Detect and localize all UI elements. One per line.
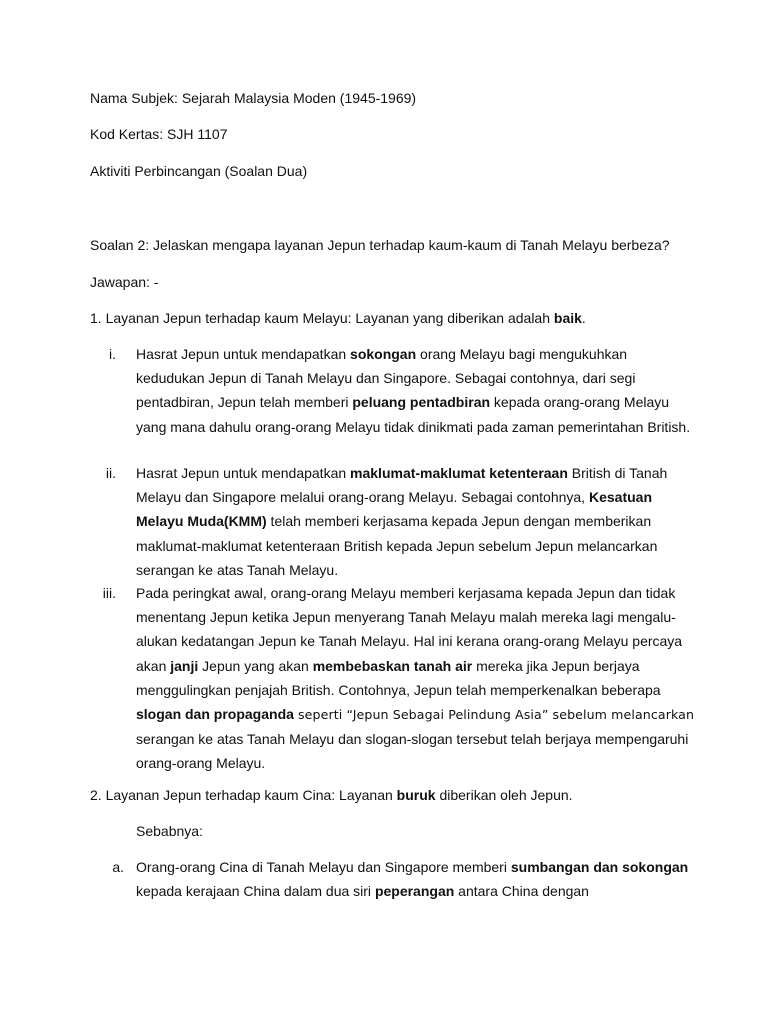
item-ii-text-2: British di Tanah Melayu dan Singapore melalui orang-orang Melayu. Sebagai contohnya,	[136, 465, 668, 506]
item-a-text-1: Orang-orang Cina di Tanah Melayu dan Singapore memberi	[136, 859, 511, 875]
item-a-bold-1: sumbangan dan sokongan	[510, 859, 689, 875]
item-i-text-1: Hasrat Jepun untuk mendapatkan	[136, 346, 351, 362]
item-iii-bold-1: janji	[170, 657, 199, 674]
item-iii-text-3: mereka jika Jepun berjaya menggulingkan penjajah British. Contohnya, Jepun telah memperkenalkan beberapa	[136, 657, 661, 698]
item-ii-bold-1: maklumat-maklumat ketenteraan	[350, 465, 568, 481]
section1-heading	[90, 308, 586, 328]
item-a-text-2: kepada kerajaan China dalam dua siri	[136, 883, 375, 900]
answer-label: Jawapan: -	[90, 274, 159, 290]
item-ii-text-1: Hasrat Jepun untuk mendapatkan	[136, 465, 351, 481]
item-i-bold-2: peluang pentadbiran	[352, 394, 491, 411]
item-i-text-2: orang Melayu bagi mengukuhkan kedudukan Jepun di Tanah Melayu dan Singapore. Sebagai contohnya, dari segi pentadbiran, Jepun telah memberi	[136, 346, 636, 411]
item-iii-bold-2: membebaskan tanah air	[312, 657, 473, 674]
activity-title: Aktiviti Perbincangan (Soalan Dua)	[90, 163, 308, 179]
section1-heading-end: .	[581, 310, 586, 326]
item-i-text-3: kepada orang-orang Melayu yang mana dahulu orang-orang Melayu tidak dinikmati pada zaman pemerintahan British.	[136, 394, 691, 435]
item-ii-text-3: telah memberi kerjasama kepada Jepun dengan memberikan maklumat-maklumat ketenteraan British kepada Jepun sebelum Jepun melancarkan serangan ke atas Tanah Melayu.	[136, 513, 658, 578]
list-marker-i: i.	[109, 346, 116, 362]
list-marker-iii: iii.	[102, 585, 116, 601]
question-text: Soalan 2: Jelaskan mengapa layanan Jepun terhadap kaum-kaum di Tanah Melayu berbeza?	[90, 237, 670, 253]
section2-heading-text: 2. Layanan Jepun terhadap kaum Cina: Layanan	[90, 787, 397, 803]
section2-heading-end: diberikan oleh Jepun.	[435, 787, 573, 803]
item-a-text-3: antara China dengan	[454, 883, 589, 900]
item-iii-quoted-slogan: seperti “Jepun Sebagai Pelindung Asia” sebelum melancarkan	[293, 707, 695, 723]
list-item-a	[136, 855, 696, 903]
item-a-bold-2: peperangan	[374, 883, 455, 900]
list-item-i	[136, 342, 696, 439]
section1-heading-bold: baik	[553, 310, 582, 326]
list-marker-a: a.	[112, 859, 124, 875]
item-i-bold-1: sokongan	[350, 346, 417, 362]
list-item-ii	[136, 461, 696, 582]
section1-heading-text: 1. Layanan Jepun terhadap kaum Melayu: Layanan yang diberikan adalah	[90, 310, 554, 326]
section2-heading-bold: buruk	[396, 787, 436, 803]
reasons-label: Sebabnya:	[136, 823, 203, 839]
subject-name: Nama Subjek: Sejarah Malaysia Moden (1945-1969)	[90, 90, 417, 106]
item-ii-bold-2: Kesatuan Melayu Muda(KMM)	[136, 489, 652, 530]
item-iii-text-5: serangan ke atas Tanah Melayu dan slogan-slogan tersebut telah berjaya mempengaruhi orang-orang Melayu.	[136, 731, 689, 772]
section2-heading	[90, 785, 573, 805]
item-iii-bold-3: slogan dan propaganda	[136, 706, 294, 723]
paper-code: Kod Kertas: SJH 1107	[90, 126, 228, 142]
item-iii-text-2: Jepun yang akan	[198, 657, 313, 674]
list-item-iii	[136, 581, 696, 776]
list-marker-ii: ii.	[105, 465, 116, 481]
item-iii-text-1: Pada peringkat awal, orang-orang Melayu memberi kerjasama kepada Jepun dan tidak menentang Jepun ketika Jepun menyerang Tanah Melayu malah mereka lagi mengalu-alukan kedatangan Jepun ke Tanah Melayu. Hal ini kerana orang-orang Melayu percaya akan	[136, 585, 683, 674]
